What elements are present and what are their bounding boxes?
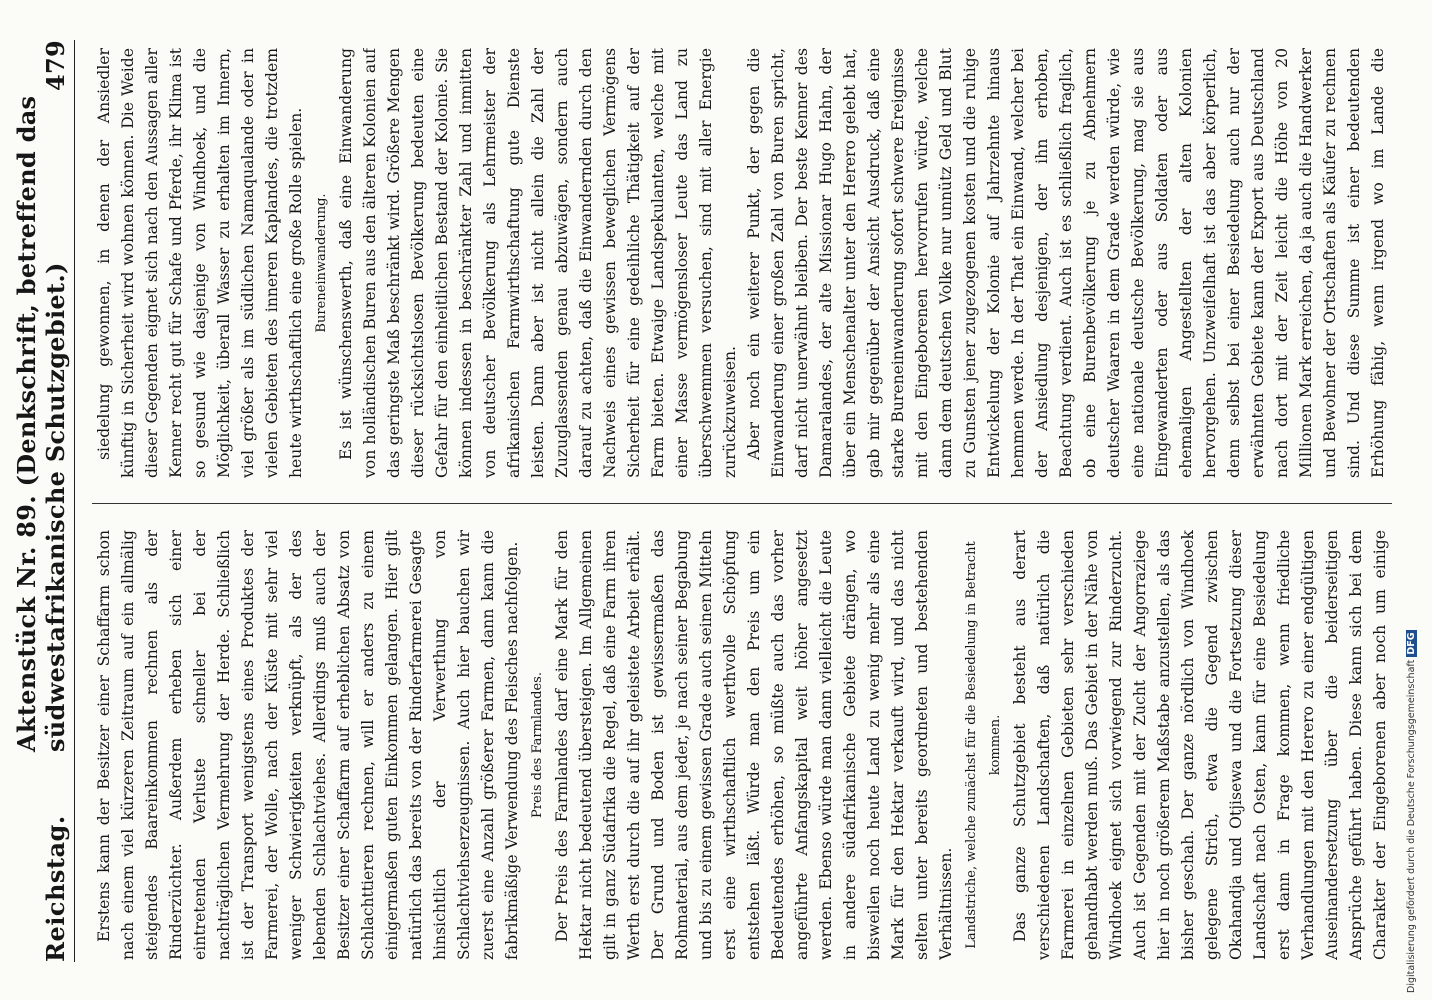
paragraph: Erstens kann der Besitzer einer Schaffarm schon nach einem viel kürzeren Zeitraum auf ein allmälig steigendes Baareinkommen rechnen als der Rinderzüchter. Außerdem erheben sich einer eintretenden Verluste schneller bei der nachträglichen Vermehrung der Herde. Schließlich ist der Transport wenigstens eines Produktes der Farmerei, der Wolle, nach der Küste mit sehr viel weniger Schwierigkeiten verknüpft, als der des lebenden Schlachtviehes. Allerdings muß auch der Besitzer einer Schaffarm auf erheblichen Absatz von Schlachttieren rechnen, will er anders zu einem einigermaßen guten Einkommen gelangen. Hier gilt natürlich das bereits von der Rinderfarmerei Gesagte hinsichtlich der Verwerthung von Schlachtviehserzeugnissen. Auch hier bauchen wir zuerst eine Anzahl größerer Farmen, dann kann die fabrikmäßige Verwendung des Fleisches nachfolgen.: [95, 530, 521, 960]
digitization-note-text: [1406, 630, 1417, 993]
section-heading: Preis des Farmlandes.: [530, 672, 545, 818]
section-heading: Bureneinwanderung.: [314, 193, 329, 333]
paragraph: Der Preis des Farmlandes darf eine Mark für den Hektar nicht bedeutend übersteigen. Im Allgemeinen gilt in ganz Südafrika die Regel, daß eine Farm ihren Werth erst durch die auf ihr geleistete Arbeit erhält. Der Grund und Boden ist gewissermaßen das Rohmaterial, aus dem jeder, je nach seiner Begabung und bis zu einem gewissen Grade auch seinen Mitteln erst eine wirthschaftlich werthvolle Schöpfung entstehen läßt. Würde man den Preis um ein Bedeutendes erhöhen, so müßte auch das vorher angeführte Anfangskapital weit höher angesetzt werden. Ebenso würde man dann vielleicht die Leute in andere südafrikanische Gebiete drängen, wo bisweilen noch heute Land zu wenig mehr als eine Mark für den Hektar verkauft wird, und das nicht selten unter bereits geordneten und bestehenden Verhältnissen.: [553, 530, 955, 960]
paragraph: Aber noch ein weiterer Punkt, der gegen die Einwanderung einer großen Zahl von Buren spricht, darf nicht unerwähnt bleiben. Der beste Kenner des Damaralandes, der alte Missionar Hugo Hahn, der über ein Menschenalter unter den Herero gelebt hat, gab mir gegenüber der Ansicht Ausdruck, daß eine starke Bureneinwanderung sofort schwere Ereignisse mit den Eingeborenen hervorrufen würde, welche dann dem deutschen Volke nur unnütz Geld und Blut zu Gunsten jener zugezogenen kosten und die ruhige Entwickelung der Kolonie auf Jahrzehnte hinaus hemmen werde. In der That ein Einwand, welcher bei der Ansiedlung desjenigen, der ihn erhoben, Beachtung verdient. Auch ist es schließlich fraglich, ob eine Burenbevölkerung je zu Abnehmern deutscher Waaren in dem Grade werden würde, wie eine nationale deutsche Bevölkerung, mag sie aus Eingewanderten oder aus Soldaten oder aus ehemaligen Angestellten der alten Kolonien hervorgehen. Unzweifelhaft ist das aber körperlich, denn selbst bei einer Besiedelung auch nur der erwähnten Gebiete kann der Export aus Deutschland nach dort mit der Zeit leicht die Höhe von 20 Millionen Mark erreichen, da ja auch die Handwerker und Bewohner der Ortschaften als Käufer zu rechnen sind. Und diese Summe ist einer bedeutenden Erhöhung fähig, wenn irgend wo im Lande die: [745, 48, 1387, 478]
header-title: Aktenstück Nr. 89. (Denkschrift, betreffend das südwestafrikanische Schutzgebiet.): [12, 95, 70, 752]
section-heading: Landstriche, welche zunächst für die Besiedelung in Betracht kommen.: [964, 541, 1003, 949]
page-header: [12, 40, 75, 962]
note-text: Digitalisierung gefördert durch die Deutsche Forschungsgemeinschaft: [1406, 659, 1417, 993]
digitization-note: [1402, 0, 1428, 1000]
left-column: [92, 530, 1392, 960]
dfg-logo: DFG: [1406, 632, 1417, 655]
right-column: [92, 48, 1392, 478]
paragraph: Das ganze Schutzgebiet besteht aus derart verschiedenen Landschaften, daß natürlich die Farmerei in einzelnen Gebieten sehr verschieden gehandhabt werden muß. Das Gebiet in der Nähe von Windhoek eignet sich vorwiegend zur Rinderzucht. Auch ist Gegenden mit der Zucht der Angorraziege hier in noch größerem Maßstabe anzustellen, als das bisher geschah. Der ganze nördlich von Windhoek gelegene Strich, etwa die Gegend zwischen Okahandja und Otjisewa und die Fortsetzung dieser Landschaft nach Osten, kann für eine Besiedelung erst dann in Frage kommen, wenn friedliche Verhandlungen mit den Herero zu einer endgültigen Auseinandersetzung über die beiderseitigen Ansprüche geführt haben. Diese kann sich bei dem Charakter der Eingeborenen aber noch um einige: [1011, 530, 1389, 960]
paragraph: siedelung gewonnen, in denen der Ansiedler künftig in Sicherheit wird wohnen können. Die Weide dieser Gegenden eignet sich nach den Aussagen aller Kenner recht gut für Schafe und Pferde, ihr Klima ist so gesund wie dasjenige von Windhoek, und die Möglichkeit, überall Wasser zu erhalten im Innern, viel größer als im südlichen Namaqualande oder in vielen Gebieten des inneren Kaplandes, die trotzdem heute wirthschaftlich eine große Rolle spielen.: [95, 48, 305, 478]
page-number: 479: [41, 40, 70, 91]
paragraph: Es ist wünschenswerth, daß eine Einwanderung von holländischen Buren aus den älteren Kolonien auf das geringste Maß beschränkt wird. Größere Mengen dieser rücksichtslosen Bevölkerung bedeuten eine Gefahr für den einheitlichen Bestand der Kolonie. Sie können indessen in beschränkter Zahl und inmitten von deutscher Bevölkerung als Lehrmeister der afrikanischen Farmwirthschaftung gute Dienste leisten. Dann aber ist nicht allein die Zahl der Zuzuglassenden genau abzuwägen, sondern auch darauf zu achten, daß die Einwandernden durch den Nachweis eines gewissen beweglichen Vermögens Sicherheit für eine gedeihliche Thätigkeit auf der Farm bieten. Etwaige Landspekulanten, welche mit einer Masse vermögensloser Leute das Land zu überschwemmen versuchen, sind mit aller Energie zurückzuweisen.: [337, 48, 739, 478]
column-divider: [92, 503, 1392, 504]
header-left: Reichstag.: [41, 815, 70, 962]
